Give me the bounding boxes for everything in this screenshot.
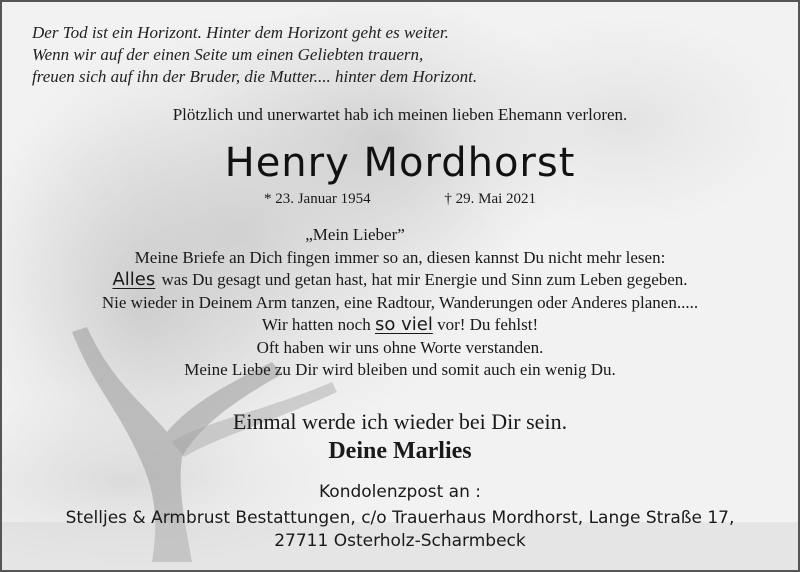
deceased-name: Henry Mordhorst <box>224 140 576 186</box>
intro-text: Plötzlich und unerwartet hab ich meinen lieben Ehemann verloren. <box>172 105 628 124</box>
letter-line: Meine Liebe zu Dir wird bleiben und somit auch ein wenig Du. <box>184 360 616 379</box>
poem-line: Der Tod ist ein Horizont. Hinter dem Horizont geht es weiter. <box>32 23 449 42</box>
birth-date: * 23. Januar 1954 <box>263 191 371 207</box>
death-date: † 29. Mai 2021 <box>444 191 537 207</box>
reunion-line: Einmal werde ich wieder bei Dir sein. <box>232 409 568 434</box>
poem-line: freuen sich auf ihn der Bruder, die Mutter.... hinter dem Horizont. <box>32 67 478 86</box>
letter-line-text: vor! Du fehlst! <box>437 315 539 334</box>
signature: Deine Marlies <box>328 438 472 464</box>
letter-greeting: „Mein Lieber” <box>305 225 405 244</box>
poem <box>32 22 477 88</box>
letter-line <box>2 314 798 337</box>
handwritten-word: Alles <box>112 269 156 290</box>
life-dates <box>2 191 798 208</box>
letter-line-text: was Du gesagt und getan hast, hat mir Energie und Sinn zum Leben gegeben. <box>161 270 688 289</box>
letter-line <box>2 269 798 292</box>
farewell-letter <box>2 224 798 382</box>
notice-content <box>2 2 798 570</box>
letter-line: Nie wieder in Deinem Arm tanzen, eine Radtour, Wanderungen oder Anderes planen..... <box>101 292 699 312</box>
letter-line: Meine Briefe an Dich fingen immer so an, diesen kannst Du nicht mehr lesen: <box>134 247 666 267</box>
condolence-title: Kondolenzpost an : <box>319 482 481 502</box>
condolence-address <box>2 507 798 553</box>
poem-line: Wenn wir auf der einen Seite um einen Geliebten trauern, <box>32 45 424 64</box>
handwritten-word: so viel <box>374 314 433 335</box>
letter-line-text: Wir hatten noch <box>261 315 371 334</box>
address-line: 27711 Osterholz-Scharmbeck <box>274 531 526 551</box>
letter-line: Oft haben wir uns ohne Worte verstanden. <box>256 337 544 357</box>
address-line: Stelljes & Armbrust Bestattungen, c/o Trauerhaus Mordhorst, Lange Straße 17, <box>65 508 735 528</box>
